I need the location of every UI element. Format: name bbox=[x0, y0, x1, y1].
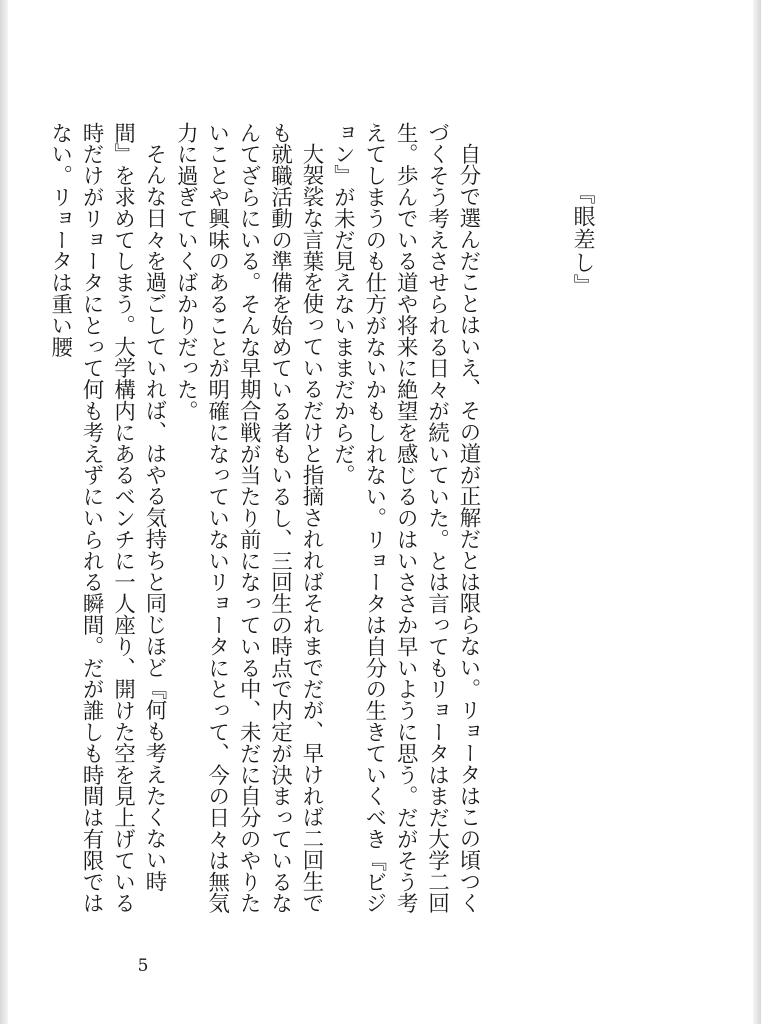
page-number: 5 bbox=[137, 956, 149, 976]
book-page bbox=[8, 0, 753, 1024]
paragraph: そんな日々を過ごしていれば、はやる気持ちと同じほど『何も考えたくない時間』を求めてしまう。大学構内にあるベンチに一人座り、開けた空を見上げている時だけがリョータにとって何も考えずにいられる瞬間。だが誰しも時間は有限ではない。リョータは重い腰 bbox=[47, 122, 167, 914]
paragraph: 自分で選んだことはいえ、その道が正解だとは限らない。リョータはこの頃つくづくそう考えさせられる日々が続いていた。とは言ってもリョータはまだ大学二回生。歩んでいる道や将来に絶望を感じるのはいささか早いように思う。だがそう考えてしまうのも仕方がないかもしれない。リョータは自分の生きていくべき『ビジョン』が未だ見えないままだからだ。 bbox=[330, 122, 481, 914]
paragraph: 大袈裟な言葉を使っているだけと指摘されればそれまでだが、早ければ二回生でも就職活動の準備を始めている者もいるし、三回生の時点で内定が決まっているなんてざらにいる。そんな早期合戦が当たり前になっている中、未だに自分のやりたいことや興味のあることが明確になっていないリョータにとって、今の日々は無気力に過ぎていくばかりだった。 bbox=[173, 122, 324, 914]
body-text bbox=[47, 122, 484, 922]
chapter-title: 『眼差し』 bbox=[570, 182, 595, 297]
page-edge-left bbox=[0, 0, 8, 1024]
page-edge-right bbox=[753, 0, 761, 1024]
